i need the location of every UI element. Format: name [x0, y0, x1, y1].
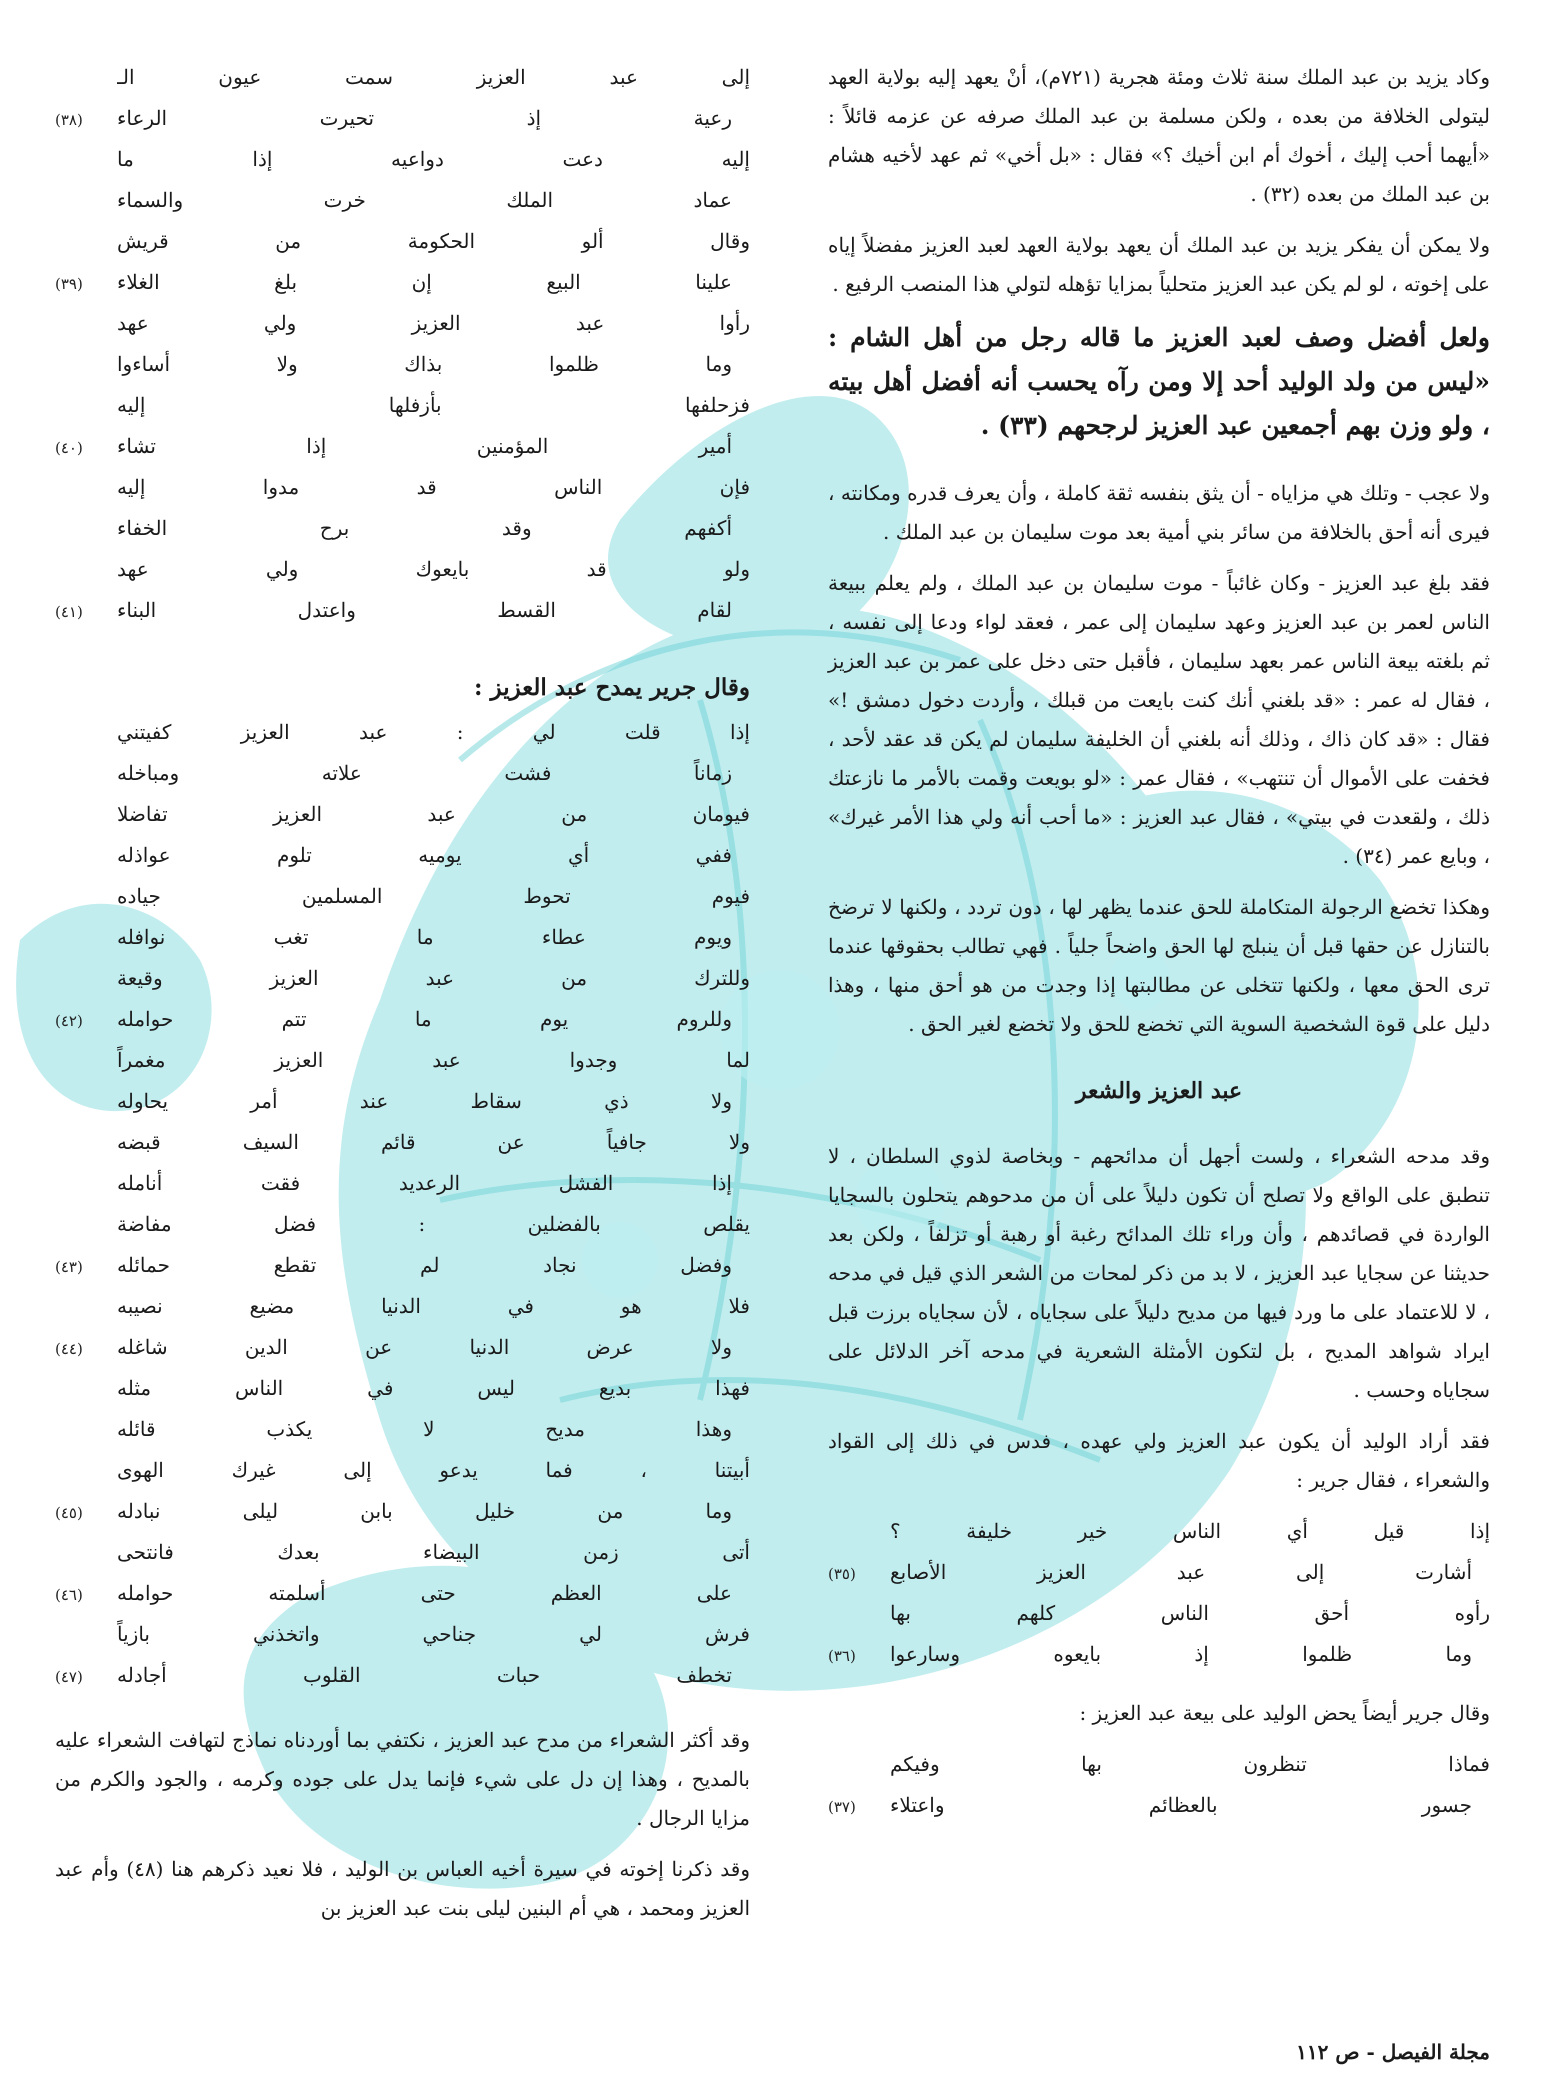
verse-line — [55, 386, 750, 427]
verse-text: علينا البيع إن بلغ الغلاء — [117, 270, 732, 294]
verse-text: إذا قيل أي الناس خير خليفة ؟ — [890, 1519, 1490, 1543]
paragraph: ولا يمكن أن يفكر يزيد بن عبد الملك أن يعهد بولاية العهد لعبد العزيز مفضلاً إياه على إخوته ، لو لم يكن عبد العزيز متحلياً بمزايا تؤهله لتولي هذا المنصب الرفيع . — [828, 233, 1490, 296]
verse-text: أتى زمن البيضاء بعدك فانتحى — [117, 1540, 750, 1564]
verse-line — [828, 1786, 1490, 1827]
verse-line — [55, 877, 750, 918]
verse-text: رأوا عبد العزيز ولي عهد — [117, 311, 750, 335]
verse-text: إذا الفشل الرعديد فقت أنامله — [117, 1171, 732, 1195]
verse-line — [55, 509, 750, 550]
verse-text: وما ظلموا إذ بايعوه وسارعوا — [890, 1642, 1472, 1666]
footnote-marker: (٤٦) — [55, 1586, 83, 1604]
verse-line — [828, 1553, 1490, 1594]
verse-text: أشارت إلى عبد العزيز الأصابع — [890, 1560, 1472, 1584]
verse-text: فإن الناس قد مدوا إليه — [117, 475, 750, 499]
verse-line — [55, 1451, 750, 1492]
verse-text: لما وجدوا عبد العزيز مغمراً — [117, 1048, 750, 1072]
poem-verses — [828, 1512, 1490, 1676]
paragraph: وقد ذكرنا إخوته في سيرة أخيه العباس بن الوليد ، فلا نعيد ذكرهم هنا (٤٨) وأم عبد العزيز ومحمد ، هي أم البنين ليلى بنت عبد العزيز بن — [55, 1857, 750, 1920]
verse-line — [55, 1615, 750, 1656]
right-column — [828, 58, 1490, 1827]
verse-text: أكفهم وقد برح الخفاء — [117, 516, 732, 540]
paragraph: وكاد يزيد بن عبد الملك سنة ثلاث ومئة هجرية (٧٢١م)، أنْ يعهد إليه بولاية العهد ليتولى الخلافة من بعده ، ولكن مسلمة بن عبد الملك صرفه عن عزمه قائلاً : «أيهما أحب إليك ، أخوك أم ابن أخيك ؟» فقال : «بل أخي» ثم عهد لأخيه هشام بن عبد الملك من بعده (٣٢) . — [828, 65, 1490, 206]
verse-line — [828, 1635, 1490, 1676]
verse-line — [55, 140, 750, 181]
footnote-marker: (٤٢) — [55, 1012, 83, 1030]
verse-text: لقام القسط واعتدل البناء — [117, 598, 732, 622]
verse-text: فزحلفها بأزفلها إليه — [117, 393, 750, 417]
verse-line — [55, 836, 750, 877]
page-footer: مجلة الفيصل - ص ١١٢ — [1296, 2040, 1490, 2064]
verse-text: أمير المؤمنين إذا تشاء — [117, 434, 732, 458]
verse-line — [55, 713, 750, 754]
paragraph: وقد أكثر الشعراء من مدح عبد العزيز ، نكتفي بما أوردناه نماذج لتهافت الشعراء عليه بالمديح ، وهذا إن دل على شيء فإنما يدل على جوده وكرمه ، والجود والكرم من مزايا الرجال . — [55, 1728, 750, 1830]
verse-text: وللترك من عبد العزيز وقيعة — [117, 966, 750, 990]
verse-line — [55, 58, 750, 99]
verse-text: أبيتنا ، فما يدعو إلى غيرك الهوى — [117, 1458, 750, 1482]
verse-line — [55, 1287, 750, 1328]
verse-line — [55, 754, 750, 795]
verse-text: رعية إذ تحيرت الرعاء — [117, 106, 732, 130]
verse-line — [55, 1164, 750, 1205]
paragraph: فقد بلغ عبد العزيز - وكان غائباً - موت سليمان بن عبد الملك ، ولم يعلم ببيعة الناس لعمر بن عبد العزيز وعهد سليمان إلى عمر ، فعقد لواء ودعا إلى نفسه ، ثم بلغته بيعة الناس عمر بعهد سليمان ، فأقبل حتى دخل على عمر بن عبد العزيز ، فقال له عمر : «قد بلغني أنك كنت بايعت من قبلك ، وأردت دخول دمشق !» فقال : «قد كان ذاك ، وذلك أنه بلغني أن الخليفة سليمان لم يكن قد عقد لأحد ، فخفت على الأموال أن تنتهب» ، فقال عمر : «لو بويعت وقمت بالأمر ما نازعتك ذلك ، ولقعدت في بيتي» ، فقال عبد العزيز : «ما أحب أنه ولي هذا الأمر غيرك» ، وبايع عمر (٣٤) . — [828, 571, 1490, 868]
verse-line — [55, 181, 750, 222]
verse-text: إلى عبد العزيز سمت عيون الـ — [117, 65, 750, 89]
paragraph: فقد أراد الوليد أن يكون عبد العزيز ولي عهده ، فدس في ذلك إلى القواد والشعراء ، فقال جرير : — [828, 1429, 1490, 1492]
verse-text: على العظم حتى أسلمته حوامله — [117, 1581, 732, 1605]
verse-line — [55, 1123, 750, 1164]
verse-text: ولا ذي سقاط عند أمر يحاوله — [117, 1089, 732, 1113]
verse-line — [828, 1745, 1490, 1786]
verse-line — [55, 304, 750, 345]
verse-text: وما ظلموا بذاك ولا أساءوا — [117, 352, 732, 376]
verse-line — [55, 99, 750, 140]
verse-line — [55, 1574, 750, 1615]
footnote-marker: (٤١) — [55, 603, 83, 621]
footnote-marker: (٣٦) — [828, 1647, 856, 1665]
verse-text: يقلص بالفضلين : فضل مفاضة — [117, 1212, 750, 1236]
verse-line — [55, 468, 750, 509]
verse-text: زماناً فشت علاته ومباخله — [117, 761, 732, 785]
poem-verses — [828, 1745, 1490, 1827]
paragraph: ولا عجب - وتلك هي مزاياه - أن يثق بنفسه ثقة كاملة ، وأن يعرف قدره ومكانته ، فيرى أنه أحق بالخلافة من سائر بني أمية بعد موت سليمان بن عبد الملك . — [828, 481, 1490, 544]
verse-line — [55, 1410, 750, 1451]
verse-line — [55, 1082, 750, 1123]
verse-line — [828, 1594, 1490, 1635]
verse-text: وفضل نجاد لم تقطع حمائله — [117, 1253, 732, 1277]
verse-line — [55, 1000, 750, 1041]
highlighted-quote: ولعل أفضل وصف لعبد العزيز ما قاله رجل من أهل الشام : «ليس من ولد الوليد أحد إلا ومن رآه يحسب أنه أفضل أهل بيته ، ولو وزن بهم أجمعين عبد العزيز لرجحهم (٣٣) . — [828, 323, 1490, 440]
verse-text: ففي أي يوميه تلوم عواذله — [117, 843, 732, 867]
verse-text: عماد الملك خرت والسماء — [117, 188, 732, 212]
footnote-marker: (٣٩) — [55, 275, 83, 293]
verse-line — [55, 1492, 750, 1533]
verse-text: ولو قد بايعوك ولي عهد — [117, 557, 750, 581]
verse-text: فلا هو في الدنيا مضيع نصيبه — [117, 1294, 750, 1318]
footnote-marker: (٤٤) — [55, 1340, 83, 1358]
verse-text: ويوم عطاء ما تغب نوافله — [117, 925, 732, 949]
verse-text: وقال ألو الحكومة من قريش — [117, 229, 750, 253]
footnote-marker: (٤٠) — [55, 439, 83, 457]
verse-text: ولا عرض الدنيا عن الدين شاغله — [117, 1335, 732, 1359]
verse-line — [55, 1205, 750, 1246]
footnote-marker: (٤٣) — [55, 1258, 83, 1276]
verse-text: وهذا مديح لا يكذب قائله — [117, 1417, 732, 1441]
verse-text: فيومان من عبد العزيز تفاضلا — [117, 802, 750, 826]
footnote-marker: (٤٥) — [55, 1504, 83, 1522]
verse-line — [55, 959, 750, 1000]
verse-line — [55, 1533, 750, 1574]
verse-text: ولا جافياً عن قائم السيف قبضه — [117, 1130, 750, 1154]
paragraph: وقال جرير أيضاً يحض الوليد على بيعة عبد العزيز : — [1079, 1701, 1490, 1725]
verse-line — [55, 1328, 750, 1369]
section-title: عبد العزيز والشعر — [1075, 1078, 1243, 1104]
verse-text: فرش لي جناحي واتخذني بازياً — [117, 1622, 750, 1646]
verse-line — [55, 1369, 750, 1410]
verse-line — [55, 795, 750, 836]
verse-line — [55, 222, 750, 263]
verse-line — [55, 263, 750, 304]
verse-line — [55, 345, 750, 386]
left-column — [55, 58, 750, 1940]
paragraph: وهكذا تخضع الرجولة المتكاملة للحق عندما يظهر لها ، دون تردد ، ولكنها لا ترضخ بالتنازل عن حقها قبل أن ينبلج لها الحق واضحاً جلياً . فهي تطالب بحقوقها عندما ترى الحق معها ، ولكنها تتخلى عن مطالبتها إذا وجدت من هو أحق منها ، وهذا دليل على قوة الشخصية السوية التي تخضع للحق ولا تخضع لغير الحق . — [828, 895, 1490, 1036]
verse-text: وللروم يوم ما تتم حوامله — [117, 1007, 732, 1031]
verse-line — [828, 1512, 1490, 1553]
footnote-marker: (٣٥) — [828, 1565, 856, 1583]
verse-line — [55, 1041, 750, 1082]
verse-line — [55, 1246, 750, 1287]
paragraph: وقد مدحه الشعراء ، ولست أجهل أن مدائحهم - وبخاصة لذوي السلطان ، لا تنطبق على الواقع ولا تصلح أن تكون دليلاً على أن من مدحوهم يتحلون بالسجايا الواردة في قصائدهم ، وأن وراء تلك المدائح رغبة أو رهبة أو تزلفاً ، ولكن بعد حديثنا عن سجايا عبد العزيز ، لا بد من ذكر لمحات من الشعر الذي قيل في مدحه ، لا للاعتماد على ما ورد فيها من مديح دليلاً على سجاياه ، لأن سجاياه برزت قبل ايراد شواهد المديح ، بل لتكون الأمثلة الشعرية في مدحه آخر الدلائل على سجاياه وحسب . — [828, 1144, 1490, 1402]
footnote-marker: (٣٨) — [55, 111, 83, 129]
verse-line — [55, 1656, 750, 1697]
verse-text: إليه دعت دواعيه إذا ما — [117, 147, 750, 171]
footnote-marker: (٣٧) — [828, 1798, 856, 1816]
verse-text: وما من خليل بابن ليلى نبادله — [117, 1499, 732, 1523]
verse-line — [55, 591, 750, 632]
verse-text: تخطف حبات القلوب أجادله — [117, 1663, 732, 1687]
verse-line — [55, 550, 750, 591]
verse-text: جسور بالعظائم واعتلاء — [890, 1793, 1472, 1817]
verse-text: إذا قلت لي : عبد العزيز كفيتني — [117, 720, 750, 744]
verse-text: فهذا بديع ليس في الناس مثله — [117, 1376, 750, 1400]
verse-line — [55, 427, 750, 468]
footnote-marker: (٤٧) — [55, 1668, 83, 1686]
verse-text: فيوم تحوط المسلمين جياده — [117, 884, 750, 908]
verse-line — [55, 918, 750, 959]
verse-text: رأوه أحق الناس كلهم بها — [890, 1601, 1490, 1625]
poem-verses — [55, 58, 750, 632]
poem-verses — [55, 713, 750, 1697]
poem-heading: وقال جرير يمدح عبد العزيز : — [474, 674, 750, 701]
verse-text: فماذا تنظرون بها وفيكم — [890, 1752, 1490, 1776]
